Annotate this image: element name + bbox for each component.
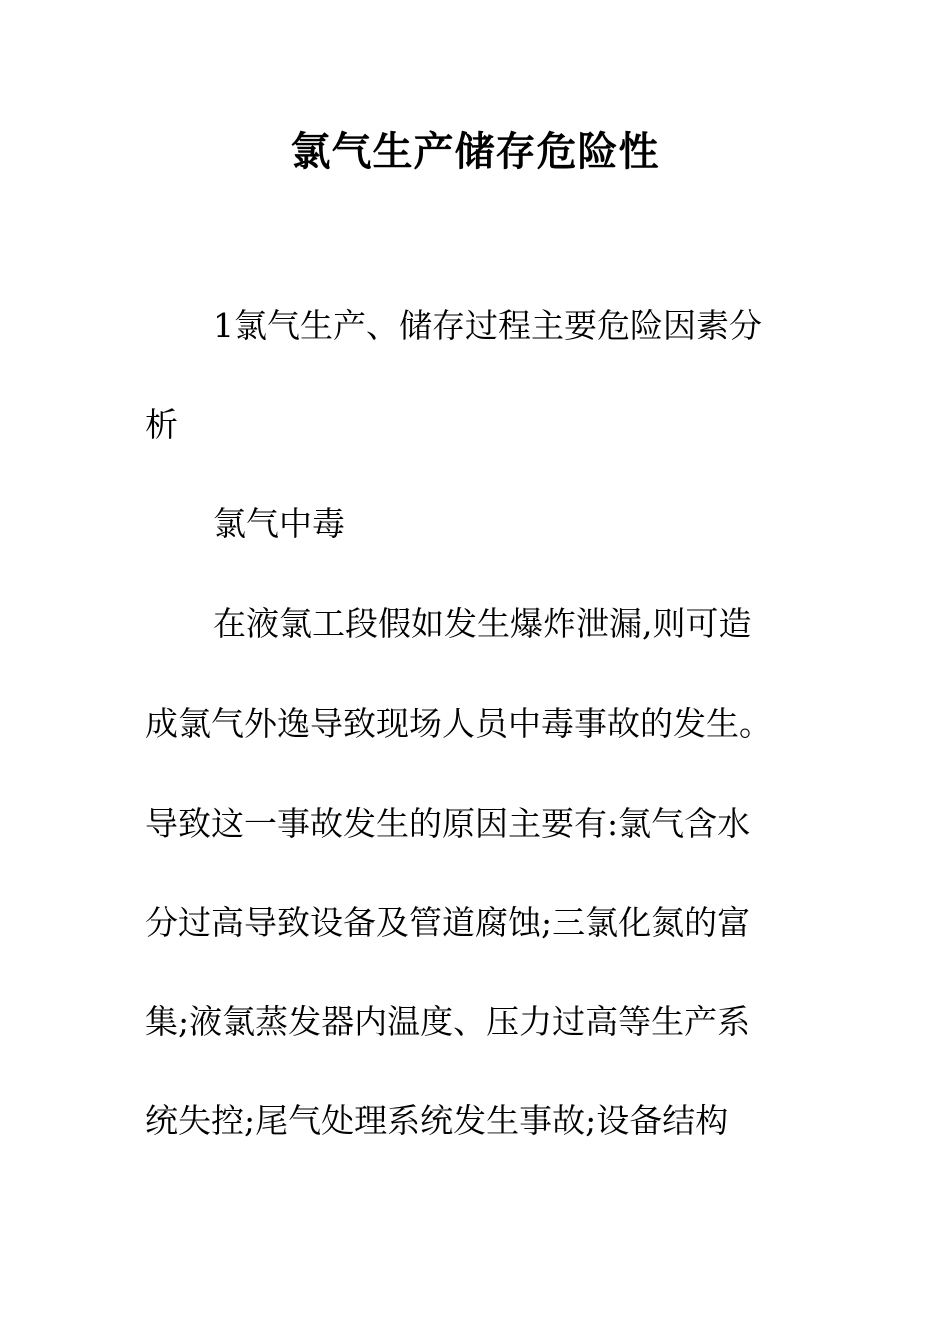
paragraph-line-1: 在液氯工段假如发生爆炸泄漏,则可造 [213,604,752,643]
document-title: 氯气生产储存危险性 [290,129,660,175]
section-heading-line-1: 1氯气生产、储存过程主要危险因素分 [213,306,762,345]
paragraph-line-2: 成氯气外逸导致现场人员中毒事故的发生。 [145,704,772,743]
subsection-heading: 氯气中毒 [213,504,345,543]
paragraph-line-6: 统失控;尾气处理系统发生事故;设备结构 [145,1101,729,1140]
paragraph-line-4: 分过高导致设备及管道腐蚀;三氯化氮的富 [145,903,751,942]
paragraph-line-5: 集;液氯蒸发器内温度、压力过高等生产系 [145,1002,751,1041]
paragraph-line-3: 导致这一事故发生的原因主要有:氯气含水 [145,804,751,843]
section-heading-line-2: 析 [145,405,178,444]
